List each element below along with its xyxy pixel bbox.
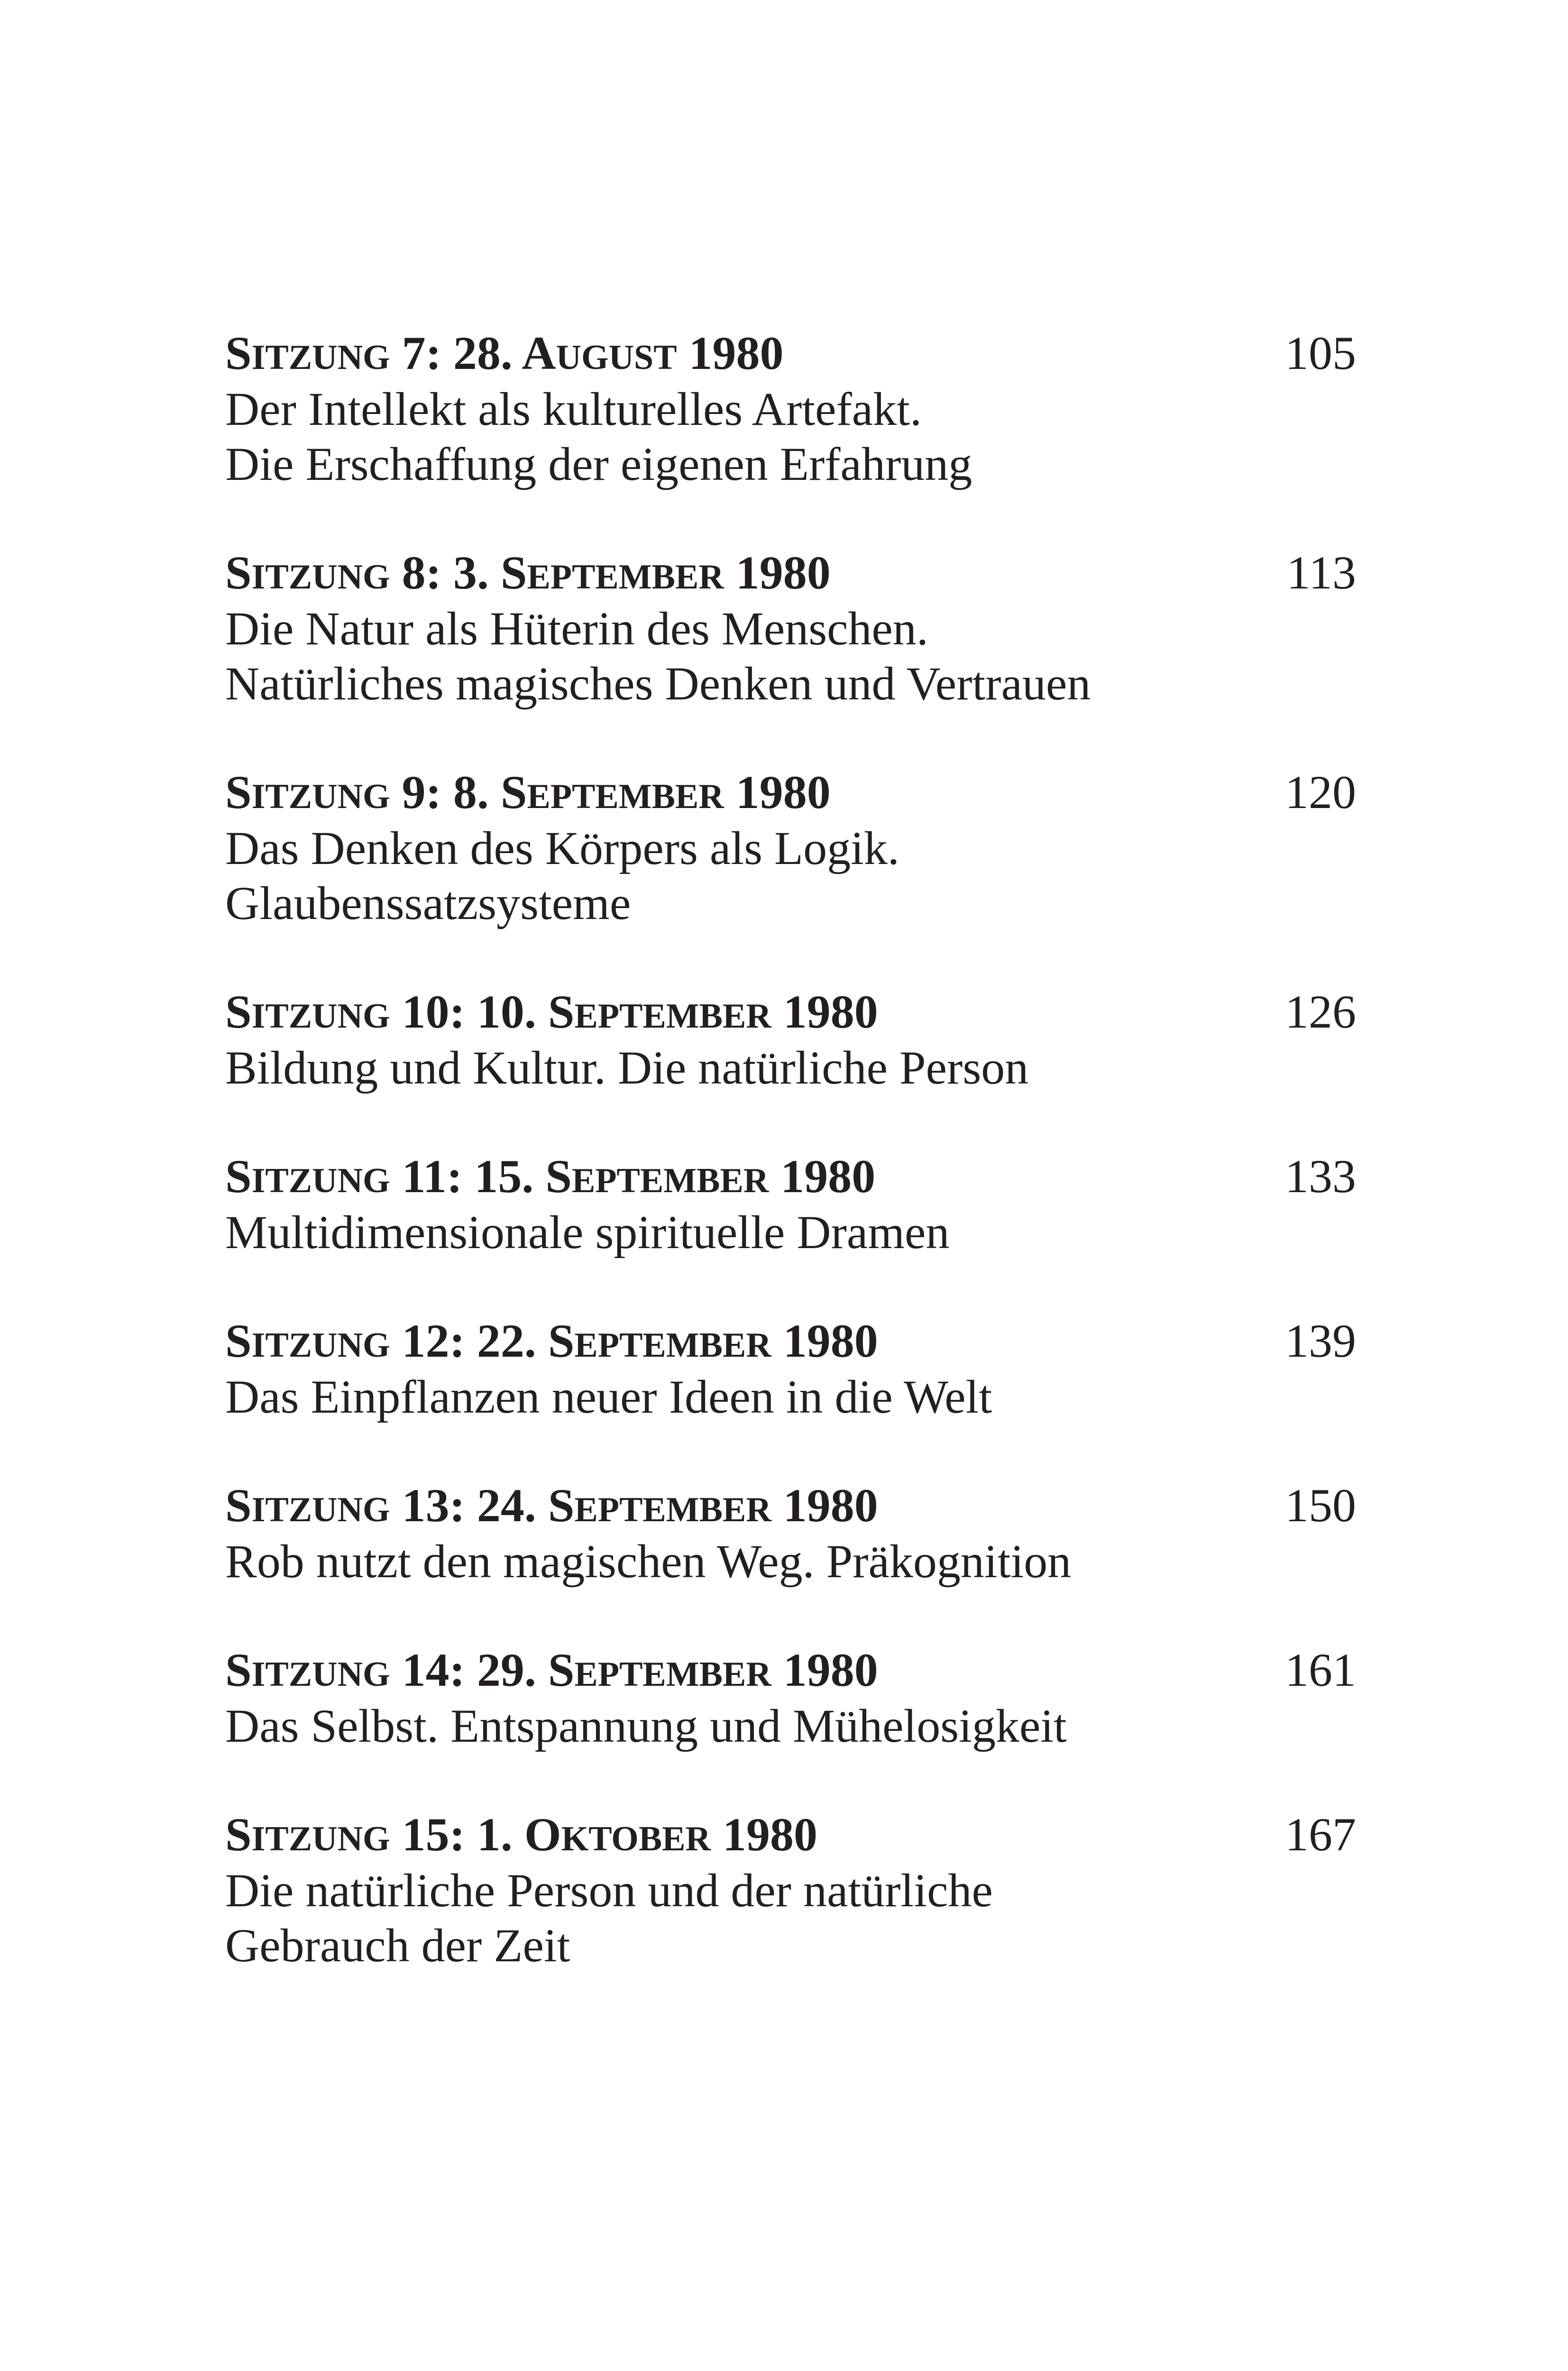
toc-entry-heading [225,983,1356,1040]
session-description-line: Bildung und Kultur. Die natürliche Person [225,1041,1029,1094]
session-title [225,544,831,606]
session-label-initial: S [225,546,252,599]
session-label-initial: S [225,1644,252,1696]
session-month-initial: S [545,1150,572,1203]
session-description-line: Die natürliche Person und der natürliche [225,1864,993,1917]
session-description-line: Multidimensionale spirituelle Dramen [225,1206,950,1259]
session-label-rest: ITZUNG [251,1655,390,1694]
session-year: 1980 [677,327,784,379]
session-label-rest: ITZUNG [251,558,390,597]
session-title [225,1313,878,1374]
session-month-rest: UGUST [556,338,677,377]
session-number-date: 13: 24. [402,1479,548,1532]
session-label-rest: ITZUNG [251,1161,390,1200]
session-number-date: 15: 1. [402,1808,524,1861]
session-title [225,764,831,825]
toc-entry-heading [225,1313,1356,1369]
session-label-rest: ITZUNG [251,1326,390,1365]
session-label-rest: ITZUNG [251,1490,390,1529]
session-description-line: Rob nutzt den magischen Weg. Präkognition [225,1535,1072,1588]
session-title [225,983,878,1045]
session-description-line: Natürliches magisches Denken und Vertrauen [225,657,1091,710]
table-of-contents [225,0,1356,2371]
toc-entry-heading [225,325,1356,382]
session-month-initial: S [548,1479,575,1532]
session-number-date: 14: 29. [402,1644,548,1696]
toc-entry [225,325,1356,492]
session-month-rest: EPTEMBER [574,997,771,1036]
session-number-date: 10: 10. [402,985,548,1038]
toc-entry-heading [225,764,1356,821]
session-label-initial: S [225,327,252,379]
session-label-rest: ITZUNG [251,338,390,377]
page-number: 150 [1285,1479,1356,1532]
session-month-rest: EPTEMBER [527,777,724,816]
page-number: 105 [1285,327,1356,379]
session-title [225,1806,817,1867]
session-description-line: Das Selbst. Entspannung und Mühelosigkeit [225,1700,1067,1752]
session-number-date: 11: 15. [402,1150,546,1203]
toc-entry-heading [225,1806,1356,1863]
page-number: 167 [1285,1808,1356,1861]
session-label-rest: ITZUNG [251,1820,390,1858]
session-label-initial: S [225,1479,252,1532]
session-description-line: Gebrauch der Zeit [225,1919,570,1972]
session-year: 1980 [769,1150,876,1203]
session-label-rest: ITZUNG [251,777,390,816]
session-number-date: 12: 22. [402,1314,548,1367]
session-description-line: Glaubenssatzsysteme [225,877,631,929]
session-month-initial: S [500,766,527,818]
toc-entry [225,764,1356,931]
toc-entry [225,1642,1356,1754]
session-year: 1980 [710,1808,817,1861]
toc-entry [225,544,1356,711]
page-number: 113 [1286,546,1356,599]
session-title [225,1477,878,1538]
session-month-initial: S [500,546,527,599]
session-month-rest: EPTEMBER [527,558,724,597]
toc-entry [225,1806,1356,1973]
session-year: 1980 [724,546,831,599]
page-number: 126 [1285,985,1356,1038]
toc-entry [225,983,1356,1095]
session-description-line: Der Intellekt als kulturelles Artefakt. [225,383,922,435]
session-month-rest: EPTEMBER [574,1326,771,1365]
page-number: 133 [1285,1150,1356,1203]
session-month-rest: KTOBER [561,1820,711,1858]
session-title [225,1148,875,1209]
toc-entry-heading [225,1642,1356,1699]
page-number: 139 [1285,1314,1356,1367]
toc-entry-heading [225,1477,1356,1534]
session-description-line: Die Erschaffung der eigenen Erfahrung [225,438,972,490]
session-label-rest: ITZUNG [251,997,390,1036]
page-number: 120 [1285,766,1356,818]
session-description-line: Die Natur als Hüterin des Menschen. [225,602,928,655]
page-number: 161 [1285,1644,1356,1696]
session-month-rest: EPTEMBER [574,1655,771,1694]
session-label-initial: S [225,1314,252,1367]
session-month-initial: A [522,327,556,379]
session-month-initial: S [548,1314,575,1367]
session-number-date: 9: 8. [402,766,501,818]
toc-entry [225,1477,1356,1589]
session-year: 1980 [771,985,878,1038]
session-month-rest: EPTEMBER [574,1490,771,1529]
session-year: 1980 [724,766,831,818]
session-title [225,325,784,386]
session-month-initial: O [524,1808,561,1861]
session-year: 1980 [771,1479,878,1532]
session-year: 1980 [771,1644,878,1696]
session-number-date: 7: 28. [402,327,522,379]
toc-entry [225,1148,1356,1260]
session-month-initial: S [548,1644,575,1696]
session-number-date: 8: 3. [402,546,501,599]
session-month-rest: EPTEMBER [572,1161,769,1200]
session-label-initial: S [225,766,252,818]
session-description-line: Das Einpflanzen neuer Ideen in die Welt [225,1370,992,1423]
session-label-initial: S [225,985,252,1038]
session-month-initial: S [548,985,575,1038]
session-label-initial: S [225,1808,252,1861]
session-year: 1980 [771,1314,878,1367]
session-title [225,1642,878,1703]
session-description-line: Das Denken des Körpers als Logik. [225,822,899,874]
toc-entry [225,1313,1356,1424]
session-label-initial: S [225,1150,252,1203]
toc-entry-heading [225,1148,1356,1205]
toc-entry-heading [225,544,1356,601]
